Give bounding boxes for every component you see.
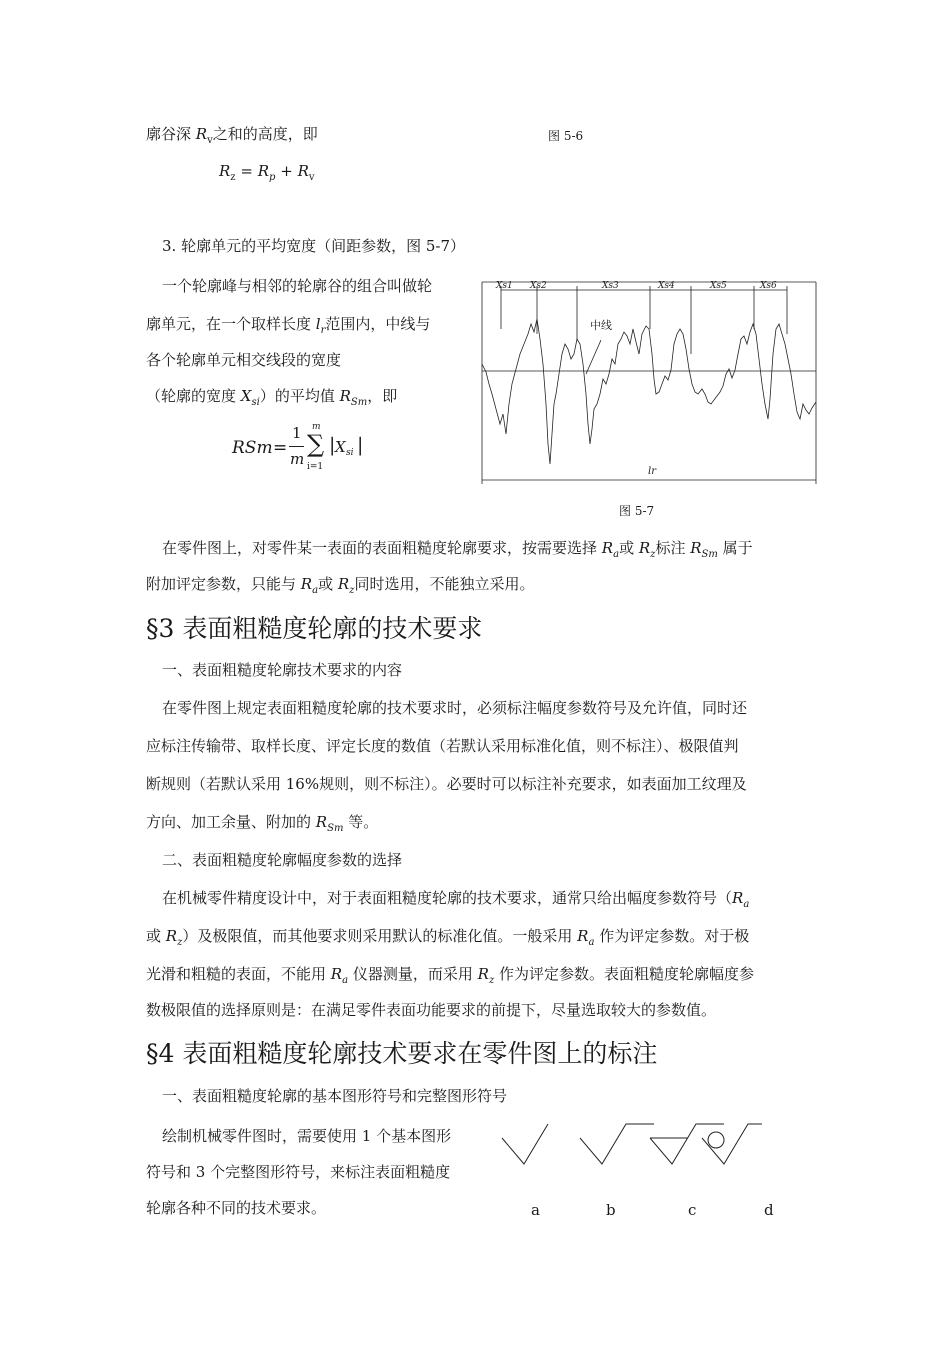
sub: z <box>349 585 355 596</box>
section-4-subheading-1: 一、表面粗糙度轮廓的基本图形符号和完整图形符号 <box>162 1087 508 1105</box>
figure-5-7-profile <box>476 274 822 486</box>
text: 范围内，中线与 <box>325 315 431 333</box>
text: 作为评定参数。对于极 <box>599 927 750 945</box>
sum-lower: i=1 <box>307 462 324 472</box>
sub: a <box>613 549 620 560</box>
sub: Sm <box>350 397 368 408</box>
complete-symbol-b <box>580 1124 654 1164</box>
op: + <box>280 162 293 180</box>
subscript: v <box>207 135 213 146</box>
xs-label: Xs3 <box>602 281 619 291</box>
paragraph-line: 绘制机械零件图时，需要使用 1 个基本图形 <box>162 1127 452 1145</box>
text-line <box>146 124 318 151</box>
xs-label: Xs4 <box>658 281 675 291</box>
sym: R <box>315 813 328 831</box>
symbol-label-b: b <box>606 1201 616 1219</box>
sub: p <box>269 172 276 183</box>
sub: z <box>177 937 183 948</box>
sym: R <box>165 927 178 945</box>
sym: R <box>477 965 489 983</box>
xs-label: Xs1 <box>496 281 513 291</box>
paragraph-line <box>146 812 378 839</box>
text: ，即 <box>367 387 398 405</box>
sym: R <box>300 575 313 593</box>
abs-bar: | <box>357 434 364 456</box>
complete-symbol-c <box>650 1124 724 1164</box>
denominator: m <box>290 450 305 468</box>
sub: a <box>588 937 595 948</box>
formula-rz <box>219 162 315 183</box>
xs-label: Xs2 <box>530 281 547 291</box>
text: 或 <box>146 927 162 945</box>
paragraph-line <box>162 538 753 565</box>
paragraph-line: 断规则（若默认采用 16%规则，则不标注）。必要时可以标注补充要求，如表面加工纹理及 <box>146 775 747 793</box>
section-3-title: §3 表面粗糙度轮廓的技术要求 <box>146 614 483 643</box>
complete-symbol-d <box>702 1124 762 1164</box>
text: 在零件图上，对零件某一表面的表面粗糙度轮廓要求，按需要选择 <box>162 539 598 557</box>
lr-label: lr <box>648 466 656 477</box>
sub: v <box>308 172 315 183</box>
sym: R <box>339 387 351 405</box>
sub: z <box>650 549 656 560</box>
text: 仪器测量，而采用 <box>352 965 473 983</box>
paragraph-line: 应标注传输带、取样长度、评定长度的数值（若默认采用标准化值，则不标注）、极限值判 <box>146 737 739 755</box>
paragraph-line <box>146 386 397 413</box>
text: 作为评定参数。表面粗糙度轮廓幅度参 <box>499 965 755 983</box>
sub: a <box>743 899 750 910</box>
sym: R <box>732 889 744 907</box>
text: 廓谷深 <box>146 125 192 143</box>
xs-dimension-ticks <box>501 286 787 354</box>
section-3-subheading-2: 二、表面粗糙度轮廓幅度参数的选择 <box>162 851 403 869</box>
paragraph-line <box>162 888 749 915</box>
sym: R <box>638 539 651 557</box>
sym: X <box>240 387 252 405</box>
sub: Sm <box>327 823 344 834</box>
sub: z <box>230 172 236 183</box>
paragraph-line <box>146 574 534 601</box>
sym: R <box>257 162 270 180</box>
paragraph-line: 符号和 3 个完整图形符号，来标注表面粗糙度 <box>146 1163 451 1181</box>
paragraph-line: 一个轮廓峰与相邻的轮廓谷的组合叫做轮 <box>162 277 433 295</box>
sym: X <box>335 438 346 456</box>
sym: l <box>315 315 321 333</box>
numerator: 1 <box>292 424 302 442</box>
symbol-label-d: d <box>764 1201 774 1219</box>
text: 之和的高度，即 <box>212 125 318 143</box>
symbol-label-c: c <box>688 1201 697 1219</box>
figure-caption-5-6: 图 5-6 <box>548 129 584 143</box>
text: 同时选用，不能独立采用。 <box>354 575 535 593</box>
fraction-bar <box>289 446 304 447</box>
sub: z <box>488 975 495 986</box>
text: 或 <box>318 575 334 593</box>
text: （轮廓的宽度 <box>146 387 237 405</box>
text: 属于 <box>722 539 753 557</box>
midline-leader <box>586 340 601 374</box>
symbol-label-a: a <box>531 1201 540 1219</box>
text: 或 <box>619 539 635 557</box>
paragraph-line: 在零件图上规定表面粗糙度轮廓的技术要求时，必须标注幅度参数符号及允许值，同时还 <box>162 699 748 717</box>
sub: r <box>320 325 326 336</box>
paragraph-line: 各个轮廓单元相交线段的宽度 <box>146 351 342 369</box>
section-4-title: §4 表面粗糙度轮廓技术要求在零件图上的标注 <box>146 1039 658 1068</box>
symbol-R: R <box>195 125 208 143</box>
text: 光滑和粗糙的表面，不能用 <box>146 965 327 983</box>
op: = <box>273 438 288 458</box>
sum-upper: m <box>312 422 321 432</box>
sym: R <box>337 575 350 593</box>
text: ）的平均值 <box>259 387 335 405</box>
xs-label: Xs6 <box>760 281 777 291</box>
xs-label: Xs5 <box>710 281 727 291</box>
figure-caption-5-7: 图 5-7 <box>619 504 655 518</box>
sym: R <box>601 539 614 557</box>
sym: RSm <box>232 438 273 458</box>
text: 标注 <box>655 539 686 557</box>
roughness-profile <box>482 319 816 464</box>
midline-label: 中线 <box>590 319 612 332</box>
sub: a <box>342 975 349 986</box>
section-3-subheading-1: 一、表面粗糙度轮廓技术要求的内容 <box>162 661 403 679</box>
paragraph-line <box>146 314 430 341</box>
sym: R <box>577 927 589 945</box>
sym: R <box>330 965 343 983</box>
text: 在机械零件精度设计中，对于表面粗糙度轮廓的技术要求，通常只给出幅度参数符号（ <box>162 889 733 907</box>
sub: si <box>251 397 260 408</box>
paragraph-line: 数极限值的选择原则是：在满足零件表面功能要求的前提下，尽量选取较大的参数值。 <box>146 1001 717 1019</box>
sub: si <box>346 448 354 458</box>
text: 廓单元，在一个取样长度 <box>146 315 312 333</box>
text: 等。 <box>348 813 379 831</box>
sym: R <box>690 539 702 557</box>
text: ）及极限值，而其他要求则采用默认的标准化值。一般采用 <box>182 927 573 945</box>
sym: R <box>219 162 231 180</box>
text: 附加评定参数，只能与 <box>146 575 297 593</box>
surface-symbols <box>490 1116 770 1176</box>
paragraph-line: 轮廓各种不同的技术要求。 <box>146 1199 327 1217</box>
item-3-title: 3. 轮廓单元的平均宽度（间距参数，图 5-7） <box>162 237 466 255</box>
paragraph-line <box>146 926 749 953</box>
basic-symbol-a <box>502 1124 548 1164</box>
text: 方向、加工余量、附加的 <box>146 813 312 831</box>
formula-rsm <box>232 422 382 482</box>
paragraph-line <box>146 964 754 991</box>
sym: R <box>297 162 309 180</box>
abs-bar: | <box>329 434 336 456</box>
sub: a <box>312 585 319 596</box>
sub: Sm <box>701 549 718 560</box>
sum-sign: ∑ <box>307 430 325 458</box>
op: = <box>240 162 253 180</box>
